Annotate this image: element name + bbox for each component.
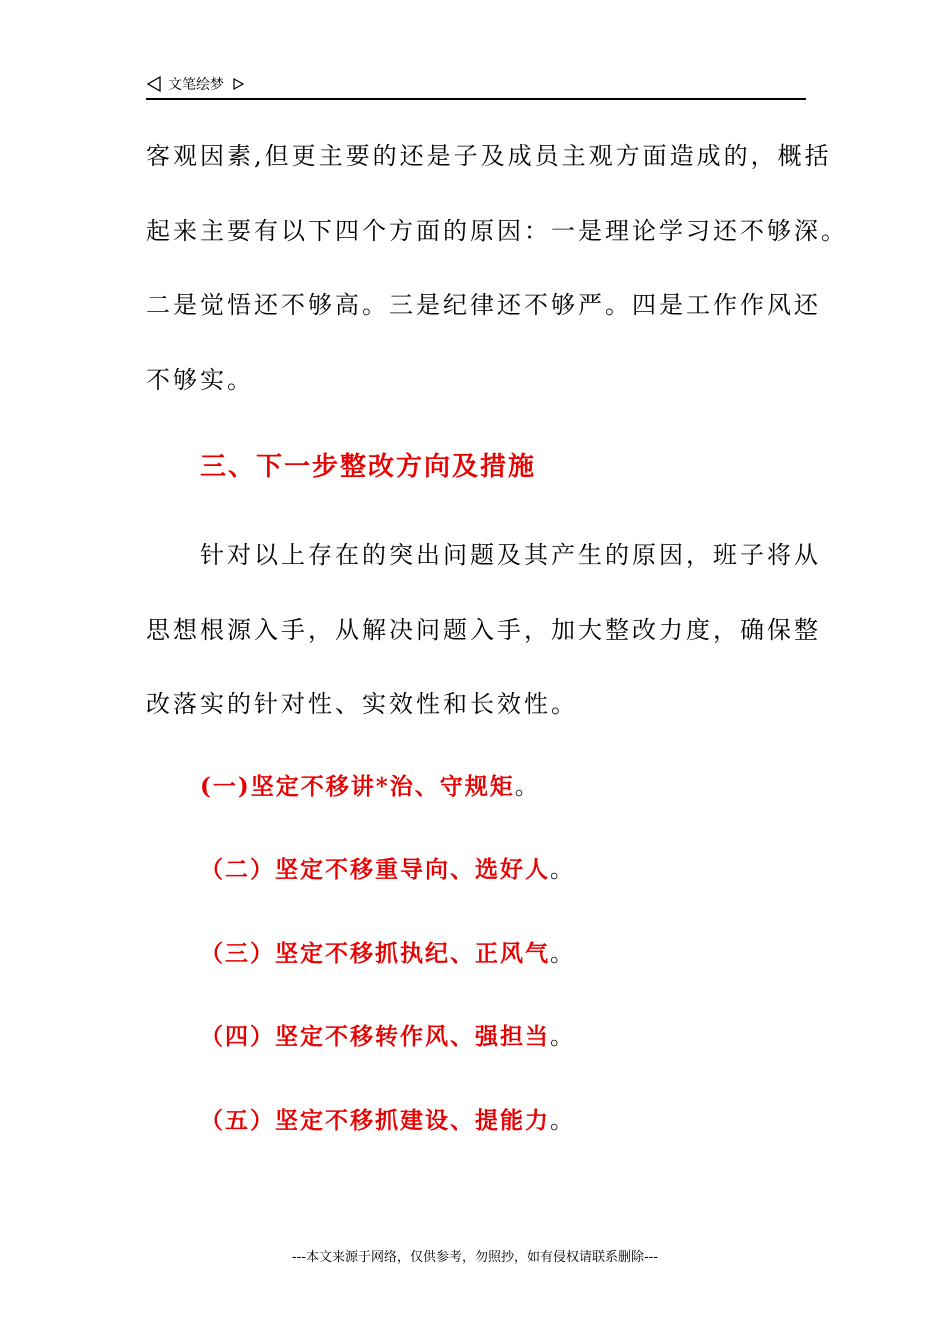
triangle-left-icon <box>146 76 162 92</box>
page-header <box>146 72 806 100</box>
paragraph-line: 客观因素,但更主要的还是子及成员主观方面造成的，概括 <box>146 142 832 170</box>
list-item-text: （二）坚定不移重导向、选好人 <box>200 856 550 883</box>
paragraph-line: 针对以上存在的突出问题及其产生的原因，班子将从 <box>200 541 821 569</box>
list-item-text: （四）坚定不移转作风、强担当 <box>200 1023 550 1050</box>
list-item <box>200 1018 575 1051</box>
paragraph-line: 改落实的针对性、实效性和长效性。 <box>146 690 578 718</box>
triangle-right-icon <box>232 78 244 90</box>
list-item <box>200 1102 575 1135</box>
paragraph-line: 不够实。 <box>146 366 254 394</box>
list-item-period: 。 <box>550 857 575 883</box>
paragraph-line: 思想根源入手，从解决问题入手，加大整改力度，确保整 <box>146 616 821 644</box>
list-item-period: 。 <box>550 1024 575 1050</box>
list-item-period: 。 <box>550 1108 575 1134</box>
list-item-period: 。 <box>550 941 575 967</box>
footer-disclaimer: ---本文来源于网络，仅供参考，勿照抄，如有侵权请联系删除--- <box>291 1250 659 1265</box>
list-item <box>200 851 575 884</box>
paragraph-line: 二是觉悟还不够高。三是纪律还不够严。四是工作作风还 <box>146 291 821 319</box>
header-title: 文笔绘梦 <box>168 77 224 93</box>
list-item-period: 。 <box>514 774 540 800</box>
list-item-text: (一)坚定不移讲*治、守规矩 <box>200 773 515 800</box>
list-item <box>200 768 540 801</box>
list-item-text: （五）坚定不移抓建设、提能力 <box>200 1107 550 1134</box>
paragraph-line: 起来主要有以下四个方面的原因：一是理论学习还不够深。 <box>146 217 848 245</box>
list-item <box>200 935 575 968</box>
header-brand <box>146 74 244 94</box>
list-item-text: （三）坚定不移抓执纪、正风气 <box>200 940 550 967</box>
section-heading: 三、下一步整改方向及措施 <box>200 452 537 482</box>
